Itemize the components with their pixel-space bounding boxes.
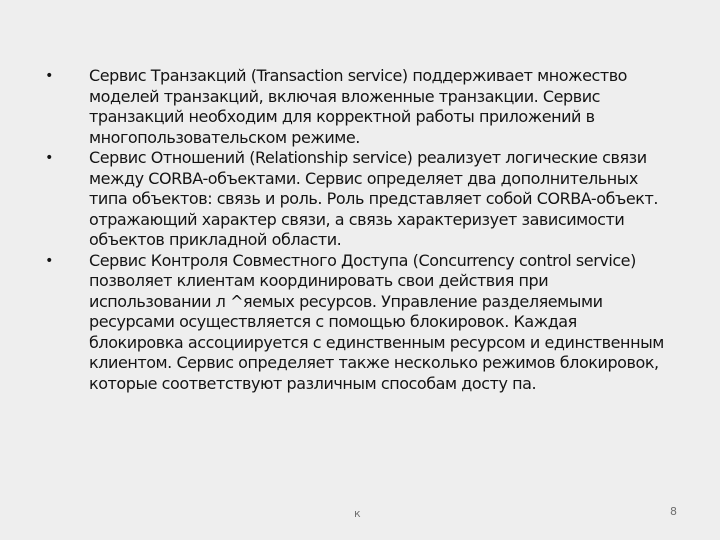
- bullet-text: Сервис Контроля Совместного Доступа (Concurrency control service) позволяет клиентам координировать свои действия при использовании л ^яемых ресурсов. Управление разделяемыми ресурсами осуществляется с помощью блокировок. Каждая блокировка ассоциируется с единственным ресурсом и единственным клиентом. Сервис определяет также несколько режимов блокировок, которые соответствуют различным способам досту па.: [89, 250, 664, 393]
- bullet-text: Сервис Транзакций (Transaction service) поддерживает множество моделей транзакций, включая вложенные транзакции. Сервис транзакций необходим для корректной работы приложений в многопользовательском режиме.: [89, 66, 628, 147]
- bullet-dot-icon: •: [45, 68, 53, 84]
- bullet-dot-icon: •: [45, 150, 53, 166]
- bullet-text: Сервис Отношений (Relationship service) реализует логические связи между CORBA-объектами. Сервис определяет два дополнительных типа объектов: связь и роль. Роль представляет собой CORBA-объект. отражающий характер связи, а связь характеризует зависимости объектов прикладной области.: [89, 148, 658, 249]
- bullet-item-transaction-service: [42, 66, 670, 148]
- footer-mark: к: [354, 507, 361, 520]
- bullet-item-concurrency-service: [42, 251, 670, 395]
- bullet-item-relationship-service: [42, 148, 670, 251]
- bullet-dot-icon: •: [45, 252, 53, 269]
- page-number: 8: [670, 505, 677, 518]
- bullet-list: [42, 66, 670, 394]
